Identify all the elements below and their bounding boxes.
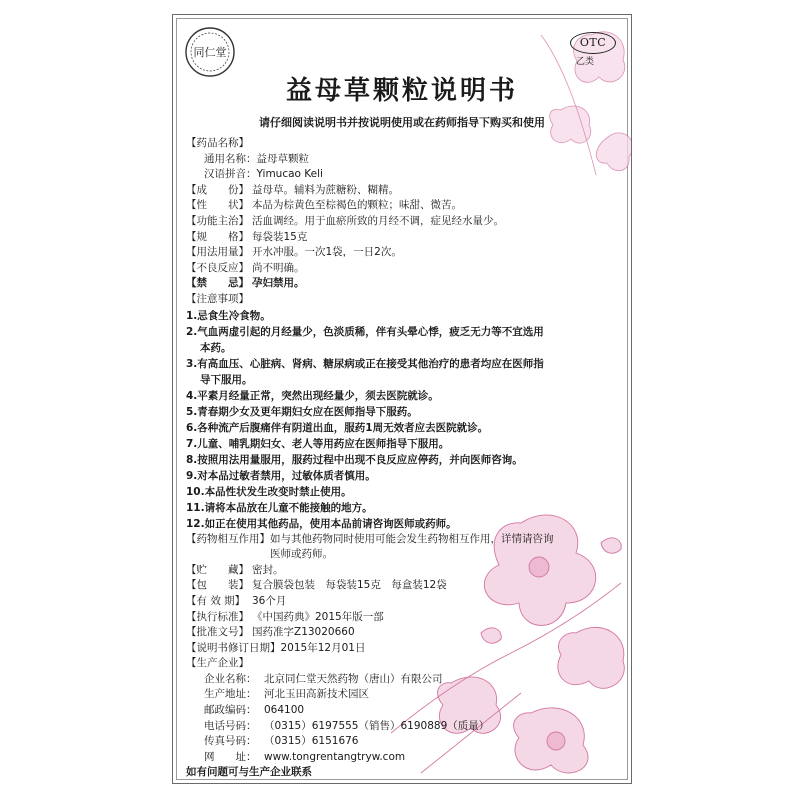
field-label: 【执行标准】 — [186, 610, 249, 623]
manufacturer-row: 邮政编码： 064100 — [204, 704, 305, 717]
field-row — [186, 625, 616, 641]
leaflet-content — [186, 136, 616, 781]
list-item: 8.按照用法用量服用，服药过程中出现不良反应应停药，并向医师咨询。 — [186, 453, 523, 466]
svg-text:同仁堂: 同仁堂 — [193, 46, 227, 59]
field-label: 【包 装】 — [186, 579, 249, 592]
field-value: 《中国药典》2015年版一部 — [252, 610, 384, 623]
pinyin-label: 汉语拼音： — [204, 168, 257, 181]
list-item: 11.请将本品放在儿童不能接触的地方。 — [186, 501, 373, 514]
field-row — [186, 198, 616, 214]
field-label: 【规 格】 — [186, 230, 249, 243]
field-value: 本品为棕黄色至棕褐色的颗粒；味甜、微苦。 — [252, 199, 462, 212]
field-value: 尚不明确。 — [252, 261, 305, 274]
field-row — [186, 610, 616, 626]
field-value: 每袋装15克 — [252, 230, 308, 243]
drug-name-section: 【药品名称】 — [186, 137, 249, 149]
field-value: 2015年12月01日 — [280, 641, 366, 654]
generic-name-value: 益母草颗粒 — [256, 152, 309, 165]
precautions-section: 【注意事项】 — [186, 292, 249, 305]
field-value: 孕妇禁用。 — [252, 277, 305, 290]
field-label: 【禁 忌】 — [186, 277, 249, 290]
field-label: 【功能主治】 — [186, 214, 249, 227]
field-label: 【说明书修订日期】 — [186, 641, 281, 654]
interaction-cont: 医师或药师。 — [270, 548, 333, 561]
list-item: 3.有高血压、心脏病、肾病、糖尿病或正在接受其他治疗的患者均应在医师指 导下服用。 — [186, 357, 544, 386]
field-label: 【用法用量】 — [186, 246, 249, 259]
manufacturer-section: 【生产企业】 — [186, 657, 249, 670]
field-row — [186, 641, 616, 657]
field-value: 国药准字Z13020660 — [252, 626, 355, 639]
list-item: 4.平素月经量正常，突然出现经量少，须去医院就诊。 — [186, 389, 439, 402]
field-row — [186, 261, 616, 277]
pinyin-row — [186, 167, 616, 183]
field-label: 【成 份】 — [186, 183, 249, 196]
field-value: 开水冲服。一次1袋，一日2次。 — [252, 246, 402, 259]
otc-category: 乙类 — [576, 57, 595, 67]
list-item: 10.本品性状发生改变时禁止使用。 — [186, 485, 352, 498]
field-label: 【批准文号】 — [186, 626, 249, 639]
otc-badge: OTC — [570, 32, 616, 54]
precautions-list — [186, 308, 616, 532]
manufacturer-row: 生产地址： 河北玉田高新技术园区 — [204, 688, 369, 701]
field-label: 【性 状】 — [186, 199, 249, 212]
list-item: 2.气血两虚引起的月经量少，色淡质稀，伴有头晕心悸，疲乏无力等不宜选用 本药。 — [186, 325, 544, 354]
field-row — [186, 230, 616, 246]
field-row — [186, 245, 616, 261]
field-row — [186, 594, 616, 610]
list-item: 5.青春期少女及更年期妇女应在医师指导下服药。 — [186, 405, 418, 418]
field-label: 【贮 藏】 — [186, 563, 249, 576]
manufacturer-row: 电话号码： （0315）6197555（销售）6190889（质量） — [204, 719, 490, 732]
field-value: 复合膜袋包装 每袋装15克 每盒装12袋 — [252, 579, 447, 592]
list-item: 7.儿童、哺乳期妇女、老人等用药应在医师指导下服用。 — [186, 437, 450, 450]
field-row — [186, 183, 616, 199]
field-row — [186, 563, 616, 579]
pinyin-value: Yimucao Keli — [256, 168, 323, 181]
page-title: 益母草颗粒说明书 — [285, 76, 518, 106]
field-row — [186, 578, 616, 594]
field-value: 36个月 — [252, 594, 287, 607]
generic-name-row — [186, 152, 616, 168]
footer-note: 如有问题可与生产企业联系 — [186, 766, 312, 779]
field-label: 【不良反应】 — [186, 261, 249, 274]
interaction-label: 【药物相互作用】 — [186, 532, 270, 545]
field-row — [186, 214, 616, 230]
list-item: 6.各种流产后腹痛伴有阴道出血，服药1周无效者应去医院就诊。 — [186, 421, 489, 434]
manufacturer-row: 传真号码： （0315）6151676 — [204, 735, 359, 748]
page-subtitle: 请仔细阅读说明书并按说明使用或在药师指导下购买和使用 — [259, 116, 545, 129]
list-item: 12.如正在使用其他药品，使用本品前请咨询医师或药师。 — [186, 517, 457, 530]
field-value: 益母草。辅料为蔗糖粉、糊精。 — [252, 183, 399, 196]
list-item: 9.对本品过敏者禁用，过敏体质者慎用。 — [186, 469, 376, 482]
generic-name-label: 通用名称： — [204, 152, 257, 165]
field-value: 密封。 — [252, 563, 284, 576]
list-item: 1.忌食生冷食物。 — [186, 309, 271, 322]
interaction-row — [186, 532, 616, 548]
field-value: 活血调经。用于血瘀所致的月经不调，症见经水量少。 — [252, 214, 504, 227]
interaction-value: 如与其他药物同时使用可能会发生药物相互作用，详情请咨询 — [270, 532, 554, 545]
manufacturer-row: 网 址： www.tongrentangtryw.com — [204, 750, 406, 763]
field-label: 【有 效 期】 — [186, 594, 246, 607]
manufacturer-row: 企业名称： 北京同仁堂天然药物（唐山）有限公司 — [204, 672, 443, 685]
field-row — [186, 276, 616, 292]
